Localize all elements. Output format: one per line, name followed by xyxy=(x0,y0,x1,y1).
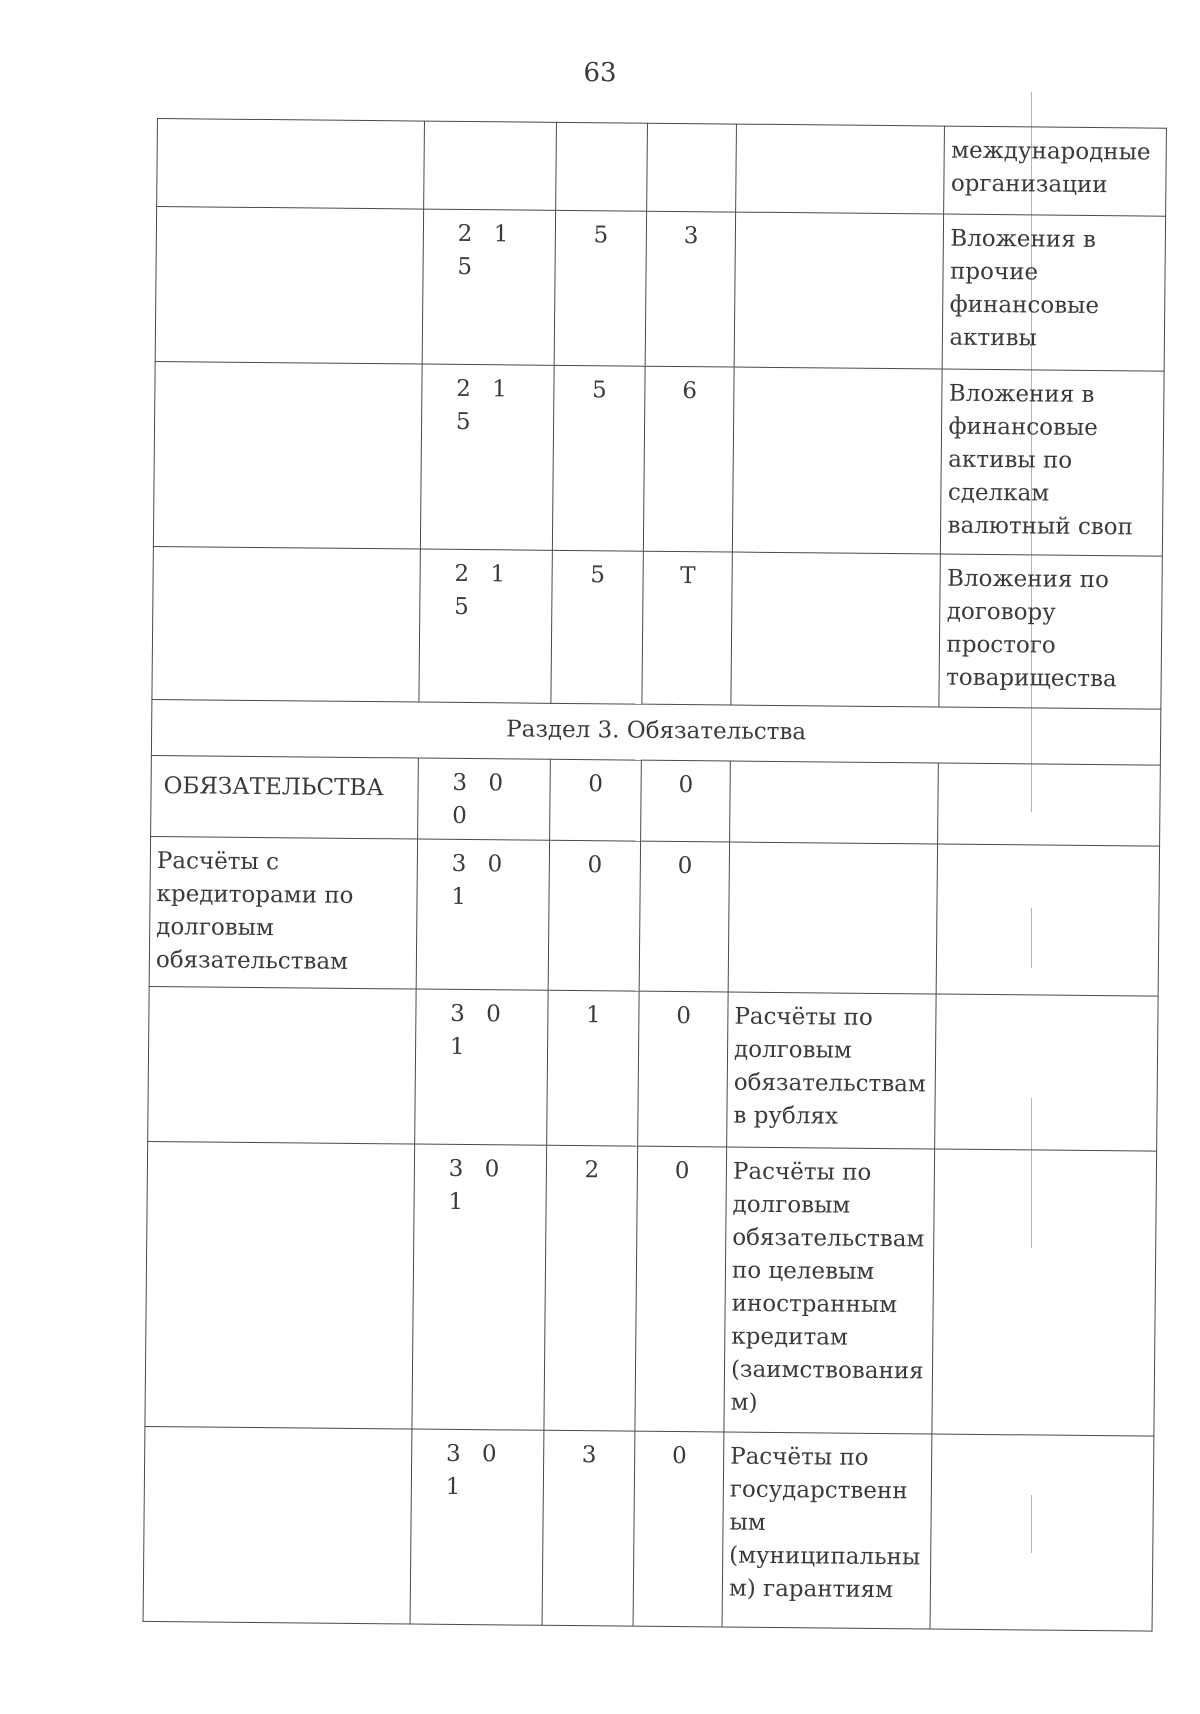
section-title: Раздел 3. Обязательства xyxy=(151,699,1160,765)
account-digit-cell: 0 xyxy=(640,841,730,992)
account-digit-cell: 0 xyxy=(635,1146,726,1432)
account-name-cell: ОБЯЗАТЕЛЬСТВА xyxy=(151,755,419,839)
subaccount-name-cell: Расчёты по долговым обязательствам в рублях xyxy=(727,992,937,1149)
account-code-cell: 3 0 1 xyxy=(416,839,549,990)
subaccount-name-cell xyxy=(728,842,938,994)
account-name-cell xyxy=(143,1426,412,1624)
account-code-cell: 2 1 5 xyxy=(420,364,554,550)
account-digit-cell xyxy=(647,123,736,212)
account-digit-cell: 5 xyxy=(551,550,644,704)
table-row xyxy=(145,1141,1157,1436)
detail-name-cell: Вложения в прочие финансовые активы xyxy=(943,214,1166,371)
account-digit-cell: 3 xyxy=(542,1430,636,1626)
table-row xyxy=(152,546,1162,709)
account-digit-cell: 2 xyxy=(544,1145,639,1431)
subaccount-name-cell: Расчёты по государственным (муниципальным) гарантиям xyxy=(722,1432,932,1629)
account-digit-cell xyxy=(555,122,648,211)
account-digit-cell: 0 xyxy=(641,760,730,842)
detail-name-cell xyxy=(931,1434,1154,1631)
account-name-cell xyxy=(145,1141,415,1429)
detail-name-cell xyxy=(932,1149,1156,1436)
subaccount-name-cell xyxy=(734,212,944,369)
subaccount-name-cell xyxy=(732,367,942,554)
account-code-cell: 3 0 0 xyxy=(417,758,550,840)
detail-name-cell xyxy=(938,763,1160,846)
account-digit-cell: 1 xyxy=(546,990,639,1146)
subaccount-name-cell: Расчёты по долговым обязательствам по целевым иностранным кредитам (заимствованиям) xyxy=(724,1147,935,1434)
table-row xyxy=(149,836,1159,996)
account-code-cell xyxy=(423,121,556,210)
account-digit-cell: 6 xyxy=(644,366,734,552)
account-digit-cell: 0 xyxy=(549,759,642,841)
account-digit-cell: 5 xyxy=(552,365,646,551)
table-row xyxy=(151,755,1161,846)
account-name-cell xyxy=(157,119,425,210)
subaccount-name-cell xyxy=(730,761,939,844)
account-code-cell: 2 1 5 xyxy=(422,209,555,365)
table-row xyxy=(153,361,1164,556)
account-name-cell xyxy=(155,207,423,365)
detail-name-cell: Вложения по договору простого товарищества xyxy=(939,554,1162,709)
account-code-cell: 2 1 5 xyxy=(419,549,552,703)
account-digit-cell: 0 xyxy=(638,991,728,1147)
detail-name-cell xyxy=(937,844,1160,996)
subaccount-name-cell xyxy=(736,124,945,214)
detail-name-cell xyxy=(935,994,1158,1151)
detail-name-cell: Вложения в финансовые активы по сделкам валютный своп xyxy=(941,369,1164,556)
page-number: 63 xyxy=(583,58,617,88)
account-name-cell xyxy=(153,361,422,549)
account-digit-cell: 3 xyxy=(646,211,736,367)
table-row xyxy=(148,986,1158,1151)
account-name-cell xyxy=(152,546,420,702)
account-digit-cell: 0 xyxy=(548,840,641,991)
detail-name-cell: международные организации xyxy=(944,126,1166,216)
account-name-cell: Расчёты с кредиторами по долговым обязательствам xyxy=(149,836,417,989)
account-code-cell: 3 0 1 xyxy=(414,989,547,1145)
subaccount-name-cell xyxy=(731,552,941,707)
account-digit-cell: Т xyxy=(642,551,732,705)
account-digit-cell: 5 xyxy=(554,210,647,366)
section-header-row xyxy=(151,699,1160,765)
account-code-cell: 3 0 1 xyxy=(410,1429,544,1625)
accounts-table xyxy=(143,118,1167,1632)
account-digit-cell: 0 xyxy=(633,1431,723,1627)
account-name-cell xyxy=(148,986,416,1144)
account-code-cell: 3 0 1 xyxy=(412,1144,547,1430)
table-row xyxy=(155,207,1165,372)
table-row xyxy=(157,119,1167,217)
table-row xyxy=(143,1426,1154,1631)
